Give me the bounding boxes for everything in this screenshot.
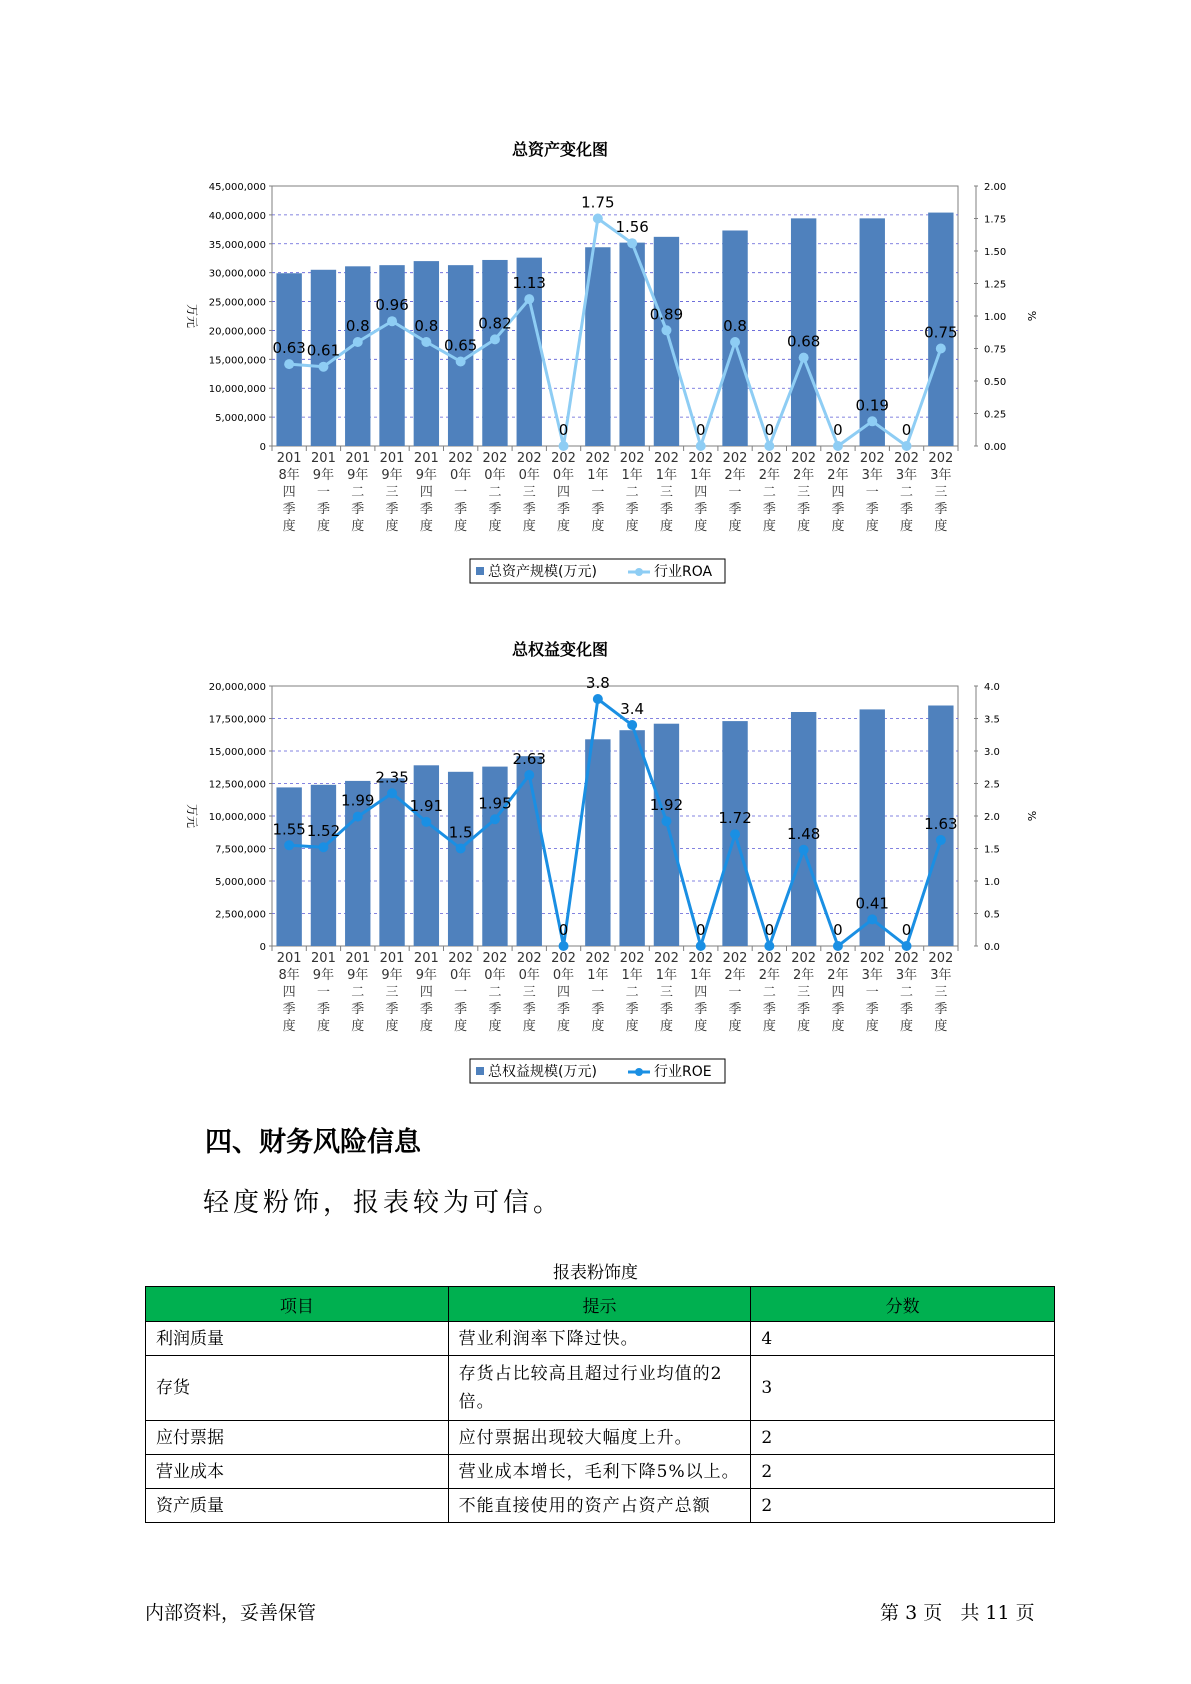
header-item: 项目 <box>146 1287 449 1322</box>
y2-tick-label: 0.00 <box>984 442 1007 453</box>
bar <box>448 772 473 946</box>
x-tick-label: 201 9年二季度 <box>345 951 371 1034</box>
x-tick-label: 202 0年一季度 <box>448 951 474 1034</box>
data-label: 0.41 <box>855 894 889 913</box>
y-tick-label: 10,000,000 <box>208 384 266 396</box>
line-point <box>524 294 534 304</box>
page-total-prefix: 共 <box>960 1602 980 1624</box>
bar <box>379 778 404 946</box>
data-label: 1.13 <box>512 274 546 293</box>
table-caption: 报表粉饰度 <box>553 1263 638 1283</box>
x-tick-label: 202 1年二季度 <box>619 951 645 1034</box>
data-label: 1.52 <box>306 822 341 841</box>
row-item: 资产质量 <box>146 1489 449 1523</box>
line-point <box>936 344 946 354</box>
bar <box>345 266 370 446</box>
y-tick-label: 12,500,000 <box>208 779 266 791</box>
x-tick-label: 202 1年三季度 <box>654 451 679 534</box>
line-point <box>421 817 431 827</box>
line-point <box>902 441 912 451</box>
x-tick-label: 201 9年二季度 <box>345 451 371 534</box>
table-header-row <box>146 1287 1055 1322</box>
line-point <box>799 353 809 363</box>
y2-tick-label: 2.5 <box>984 779 1000 791</box>
x-tick-label: 201 8年四季度 <box>276 451 302 534</box>
footer-page-number <box>880 1598 1035 1625</box>
x-tick-label: 202 1年一季度 <box>585 451 611 534</box>
line-point <box>696 941 706 951</box>
legend-bar-label: 总资产规模(万元) <box>488 564 597 580</box>
data-label: 0.96 <box>375 296 409 315</box>
data-label: 2.35 <box>375 768 409 787</box>
line-point <box>318 362 328 372</box>
y2-tick-label: 2.0 <box>984 812 1000 823</box>
row-score: 2 <box>751 1421 1055 1455</box>
row-score: 2 <box>751 1489 1055 1523</box>
line-point <box>490 334 500 344</box>
data-label: 3.8 <box>585 674 610 692</box>
line-point <box>559 941 569 951</box>
y2-tick-label: 1.5 <box>984 844 1000 856</box>
data-label: 0.8 <box>345 317 370 335</box>
page-total: 11 <box>985 1602 1010 1624</box>
bar <box>379 265 404 446</box>
bar <box>276 787 301 946</box>
x-tick-label: 202 0年二季度 <box>482 951 508 1034</box>
data-label: 0.61 <box>306 341 341 360</box>
x-tick-label: 202 3年一季度 <box>859 951 885 1034</box>
line-point <box>833 941 843 951</box>
x-tick-label: 202 1年四季度 <box>688 451 714 534</box>
line-point <box>730 829 740 839</box>
page-prefix: 第 <box>880 1602 900 1624</box>
line-point <box>421 337 431 347</box>
section-heading: 四、财务风险信息 <box>205 1127 421 1158</box>
line-point <box>936 835 946 845</box>
line-point <box>833 441 843 451</box>
x-tick-label: 202 2年二季度 <box>756 451 782 534</box>
row-tip: 营业利润率下降过快。 <box>448 1322 751 1356</box>
x-tick-label: 201 9年一季度 <box>311 951 336 1034</box>
data-label: 0 <box>558 421 569 439</box>
row-item: 应付票据 <box>146 1421 449 1455</box>
line-point <box>867 416 877 426</box>
x-tick-label: 202 3年三季度 <box>928 951 954 1034</box>
x-tick-label: 202 1年二季度 <box>619 451 645 534</box>
page-mid: 页 <box>923 1602 943 1624</box>
y2-tick-label: 1.00 <box>984 312 1007 323</box>
bar <box>619 243 644 446</box>
line-point <box>559 441 569 451</box>
row-score: 4 <box>751 1322 1055 1356</box>
bar <box>654 724 679 946</box>
footer-confidential: 内部资料，妥善保管 <box>145 1602 317 1624</box>
line-point <box>661 325 671 335</box>
y-tick-label: 20,000,000 <box>208 326 266 338</box>
line-point <box>353 337 363 347</box>
line-point <box>284 840 294 850</box>
y2-tick-label: 2.00 <box>984 182 1007 193</box>
bar <box>414 765 439 946</box>
row-tip: 存货占比较高且超过行业均值的2倍。 <box>448 1356 751 1421</box>
data-label: 1.72 <box>718 809 752 828</box>
x-tick-label: 202 2年三季度 <box>791 451 817 534</box>
table-row <box>146 1455 1055 1489</box>
data-label: 1.75 <box>581 193 615 212</box>
data-label: 0 <box>901 421 912 439</box>
x-tick-label: 202 2年四季度 <box>825 951 851 1034</box>
data-label: 0 <box>558 921 569 939</box>
data-label: 0.19 <box>855 396 889 415</box>
y-tick-label: 15,000,000 <box>208 355 266 367</box>
x-tick-label: 202 3年二季度 <box>894 451 919 534</box>
x-tick-label: 202 2年四季度 <box>825 451 851 534</box>
y-tick-label: 30,000,000 <box>208 268 266 280</box>
data-label: 0.65 <box>443 336 478 355</box>
row-tip: 营业成本增长，毛利下降5%以上。 <box>448 1455 751 1489</box>
legend-line-label: 行业ROA <box>654 564 713 580</box>
data-label: 0.8 <box>723 317 747 335</box>
x-tick-label: 202 0年一季度 <box>448 451 474 534</box>
line-point <box>627 720 637 730</box>
data-label: 0 <box>764 421 775 439</box>
line-point <box>318 842 328 852</box>
data-label: 2.63 <box>512 750 546 769</box>
y2-tick-label: 4.0 <box>984 682 1000 693</box>
bar <box>619 730 644 946</box>
legend-bar-swatch <box>476 1067 484 1075</box>
header-tip: 提示 <box>448 1287 751 1322</box>
row-tip: 应付票据出现较大幅度上升。 <box>448 1421 751 1455</box>
line-point <box>902 941 912 951</box>
bar <box>311 785 336 946</box>
y-tick-label: 5,000,000 <box>215 413 266 425</box>
y2-tick-label: 0.50 <box>984 377 1007 388</box>
line-point <box>799 845 809 855</box>
data-label: 1.55 <box>272 820 306 839</box>
data-label: 0.89 <box>649 305 684 324</box>
y2-tick-label: 1.0 <box>984 877 1000 888</box>
row-score: 2 <box>751 1455 1055 1489</box>
y2-tick-label: 3.5 <box>984 714 1000 726</box>
line-point <box>661 816 671 826</box>
page-current: 3 <box>905 1602 918 1624</box>
y2-axis-label: % <box>1025 310 1038 322</box>
x-tick-label: 202 0年三季度 <box>516 451 542 534</box>
bar <box>654 237 679 446</box>
risk-table <box>145 1286 1055 1523</box>
data-label: 1.48 <box>786 824 821 843</box>
table-row <box>146 1356 1055 1421</box>
y2-tick-label: 0.0 <box>984 942 1000 953</box>
legend-bar-swatch <box>476 567 484 575</box>
legend-line-marker <box>635 568 643 576</box>
x-tick-label: 202 1年一季度 <box>585 951 611 1034</box>
x-tick-label: 201 9年四季度 <box>413 451 439 534</box>
data-label: 1.91 <box>409 796 444 815</box>
row-score: 3 <box>751 1356 1055 1421</box>
row-item: 营业成本 <box>146 1455 449 1489</box>
data-label: 1.92 <box>649 796 684 815</box>
y2-tick-label: 1.75 <box>984 214 1007 226</box>
data-label: 0 <box>695 421 706 439</box>
y-tick-label: 25,000,000 <box>208 297 266 309</box>
y-tick-label: 20,000,000 <box>208 682 266 693</box>
data-label: 3.4 <box>620 700 645 718</box>
x-tick-label: 202 3年三季度 <box>928 451 954 534</box>
data-label: 1.95 <box>478 794 512 813</box>
line-point <box>764 441 774 451</box>
y2-tick-label: 1.25 <box>984 279 1007 291</box>
chart-title: 总权益变化图 <box>511 640 609 659</box>
line-point <box>456 357 466 367</box>
y-tick-label: 7,500,000 <box>215 844 266 856</box>
data-label: 0 <box>764 921 775 939</box>
data-label: 0.63 <box>272 339 306 358</box>
data-label: 1.63 <box>924 815 958 834</box>
bar <box>414 261 439 446</box>
line-point <box>284 359 294 369</box>
x-tick-label: 201 9年三季度 <box>379 451 405 534</box>
x-tick-label: 202 1年四季度 <box>688 951 714 1034</box>
row-item: 利润质量 <box>146 1322 449 1356</box>
y2-tick-label: 0.75 <box>984 344 1007 356</box>
y-tick-label: 0 <box>259 942 266 953</box>
data-label: 0 <box>901 921 912 939</box>
legend-line-label: 行业ROE <box>654 1064 712 1080</box>
legend-line-marker <box>635 1068 643 1076</box>
line-point <box>387 316 397 326</box>
y2-tick-label: 3.0 <box>984 747 1000 758</box>
y-axis-label: 万元 <box>185 303 199 329</box>
x-tick-label: 202 2年二季度 <box>756 951 782 1034</box>
data-label: 0.8 <box>414 317 439 335</box>
y2-tick-label: 0.5 <box>984 909 1000 921</box>
x-tick-label: 202 2年三季度 <box>791 951 817 1034</box>
data-label: 0.75 <box>924 323 958 342</box>
table-row <box>146 1421 1055 1455</box>
y-tick-label: 2,500,000 <box>215 909 266 921</box>
x-tick-label: 202 1年三季度 <box>654 951 679 1034</box>
y2-axis-label: % <box>1025 810 1038 822</box>
x-tick-label: 202 0年二季度 <box>482 451 508 534</box>
x-tick-label: 202 3年二季度 <box>894 951 919 1034</box>
y-tick-label: 10,000,000 <box>208 812 266 823</box>
y-tick-label: 15,000,000 <box>208 747 266 758</box>
page-suffix: 页 <box>1015 1602 1035 1624</box>
y2-tick-label: 0.25 <box>984 409 1007 421</box>
x-tick-label: 202 0年四季度 <box>551 951 576 1034</box>
y-tick-label: 40,000,000 <box>208 210 266 222</box>
y-tick-label: 17,500,000 <box>208 714 266 726</box>
x-tick-label: 202 0年四季度 <box>551 451 576 534</box>
y-axis-label: 万元 <box>185 803 199 829</box>
data-label: 1.56 <box>615 218 649 237</box>
x-tick-label: 202 2年一季度 <box>722 451 748 534</box>
x-tick-label: 202 3年一季度 <box>859 451 885 534</box>
chart-title: 总资产变化图 <box>511 140 609 159</box>
header-score: 分数 <box>751 1287 1055 1322</box>
bar <box>482 260 507 446</box>
line-point <box>490 814 500 824</box>
line-point <box>764 941 774 951</box>
x-tick-label: 201 8年四季度 <box>276 951 302 1034</box>
data-label: 0 <box>833 421 843 439</box>
x-tick-label: 202 2年一季度 <box>722 951 748 1034</box>
line-point <box>387 788 397 798</box>
x-tick-label: 202 0年三季度 <box>516 951 542 1034</box>
x-tick-label: 201 9年三季度 <box>379 951 405 1034</box>
x-tick-label: 201 9年一季度 <box>311 451 336 534</box>
table-row <box>146 1489 1055 1523</box>
y-tick-label: 0 <box>259 442 266 453</box>
y-tick-label: 35,000,000 <box>208 239 266 251</box>
line-point <box>696 441 706 451</box>
y2-tick-label: 1.50 <box>984 247 1007 258</box>
legend-bar-label: 总权益规模(万元) <box>488 1064 597 1080</box>
x-tick-label: 201 9年四季度 <box>413 951 439 1034</box>
line-point <box>627 238 637 248</box>
line-point <box>456 844 466 854</box>
line-point <box>730 337 740 347</box>
section-body: 轻度粉饰，报表较为可信。 <box>203 1188 564 1218</box>
table-row <box>146 1322 1055 1356</box>
y-tick-label: 45,000,000 <box>208 182 266 193</box>
row-item: 存货 <box>146 1356 449 1421</box>
line-point <box>524 770 534 780</box>
row-tip: 不能直接使用的资产占资产总额 <box>448 1489 751 1523</box>
data-label: 0 <box>833 921 843 939</box>
y-tick-label: 5,000,000 <box>215 877 266 888</box>
data-label: 1.5 <box>448 823 473 842</box>
line-point <box>593 694 603 704</box>
line-point <box>593 214 603 224</box>
line-point <box>353 812 363 822</box>
data-label: 0.68 <box>786 332 821 351</box>
data-label: 1.99 <box>341 791 375 810</box>
line-point <box>867 914 877 924</box>
data-label: 0.82 <box>478 314 512 333</box>
data-label: 0 <box>695 921 706 939</box>
